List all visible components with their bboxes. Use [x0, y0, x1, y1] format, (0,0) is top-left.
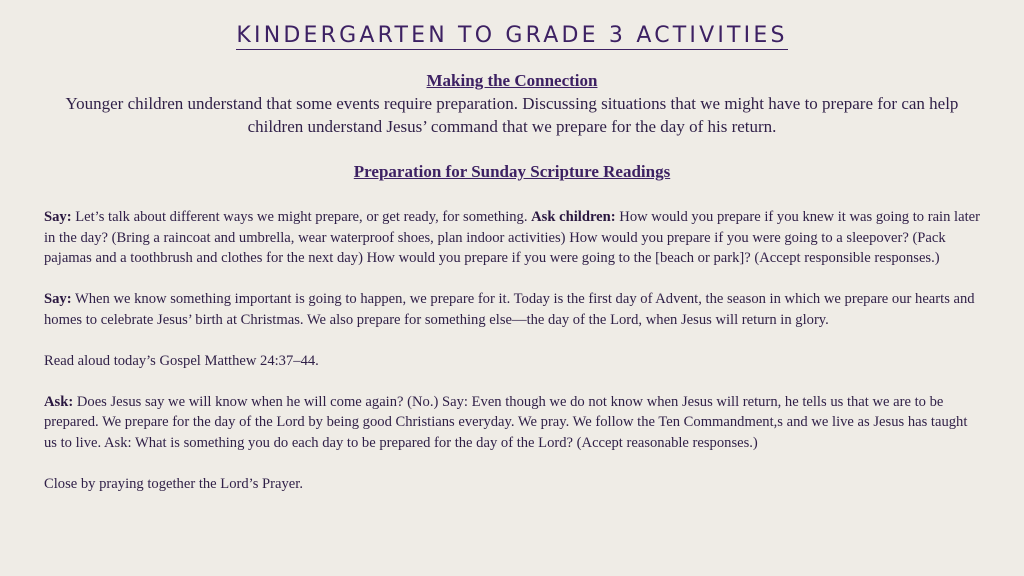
- paragraph-3: Read aloud today’s Gospel Matthew 24:37–44.: [44, 352, 319, 369]
- paragraph-4: [44, 392, 984, 454]
- activity-body: [44, 207, 984, 515]
- paragraph-1-ask-text: How would you prepare if you knew it was going to rain later in the day? (Bring a raincoat and umbrella, wear waterproof shoes, plan indoor activities) How would you prepare if you were going to a sleepover? (Pack pajamas and a toothbrush and clothes for the next day) How would you prepare if you were going to the [beach or park]? (Accept responsible responses.): [44, 209, 980, 266]
- say-label: Say:: [44, 291, 72, 307]
- paragraph-2-text: When we know something important is going to happen, we prepare for it. Today is the first day of Advent, the season in which we prepare our hearts and homes to celebrate Jesus’ birth at Christmas. We also prepare for something else—the day of the Lord, when Jesus will return in glory.: [44, 291, 975, 328]
- making-connection-section: [40, 70, 984, 138]
- preparation-heading: Preparation for Sunday Scripture Readings: [353, 162, 671, 181]
- slide-title: [0, 22, 1024, 50]
- paragraph-2: [44, 289, 984, 330]
- paragraph-1: [44, 207, 984, 269]
- paragraph-4-text: Does Jesus say we will know when he will come again? (No.) Say: Even though we do not know when Jesus will return, he tells us that we are to be prepared. We prepare for the day of the Lord by being good Christians everyday. We pray. We follow the Ten Commandment,s and we live as Jesus has taught us to live. Ask: What is something you do each day to be prepared for the day of the Lord? (Accept reasonable responses.): [44, 393, 968, 451]
- paragraph-5: Close by praying together the Lord’s Prayer.: [44, 475, 303, 492]
- ask-label: Ask:: [44, 393, 74, 410]
- slide-title-text: KINDERGARTEN TO GRADE 3 ACTIVITIES: [236, 23, 788, 48]
- making-connection-heading: Making the Connection: [426, 71, 598, 90]
- paragraph-1-say-text: Let’s talk about different ways we might prepare, or get ready, for something.: [71, 209, 532, 225]
- ask-children-label: Ask children:: [531, 209, 616, 225]
- making-connection-text: Younger children understand that some events require preparation. Discussing situations that we might have to prepare for can help children understand Jesus’ command that we prepare for the day of his return.: [65, 94, 959, 136]
- say-label: Say:: [44, 209, 72, 225]
